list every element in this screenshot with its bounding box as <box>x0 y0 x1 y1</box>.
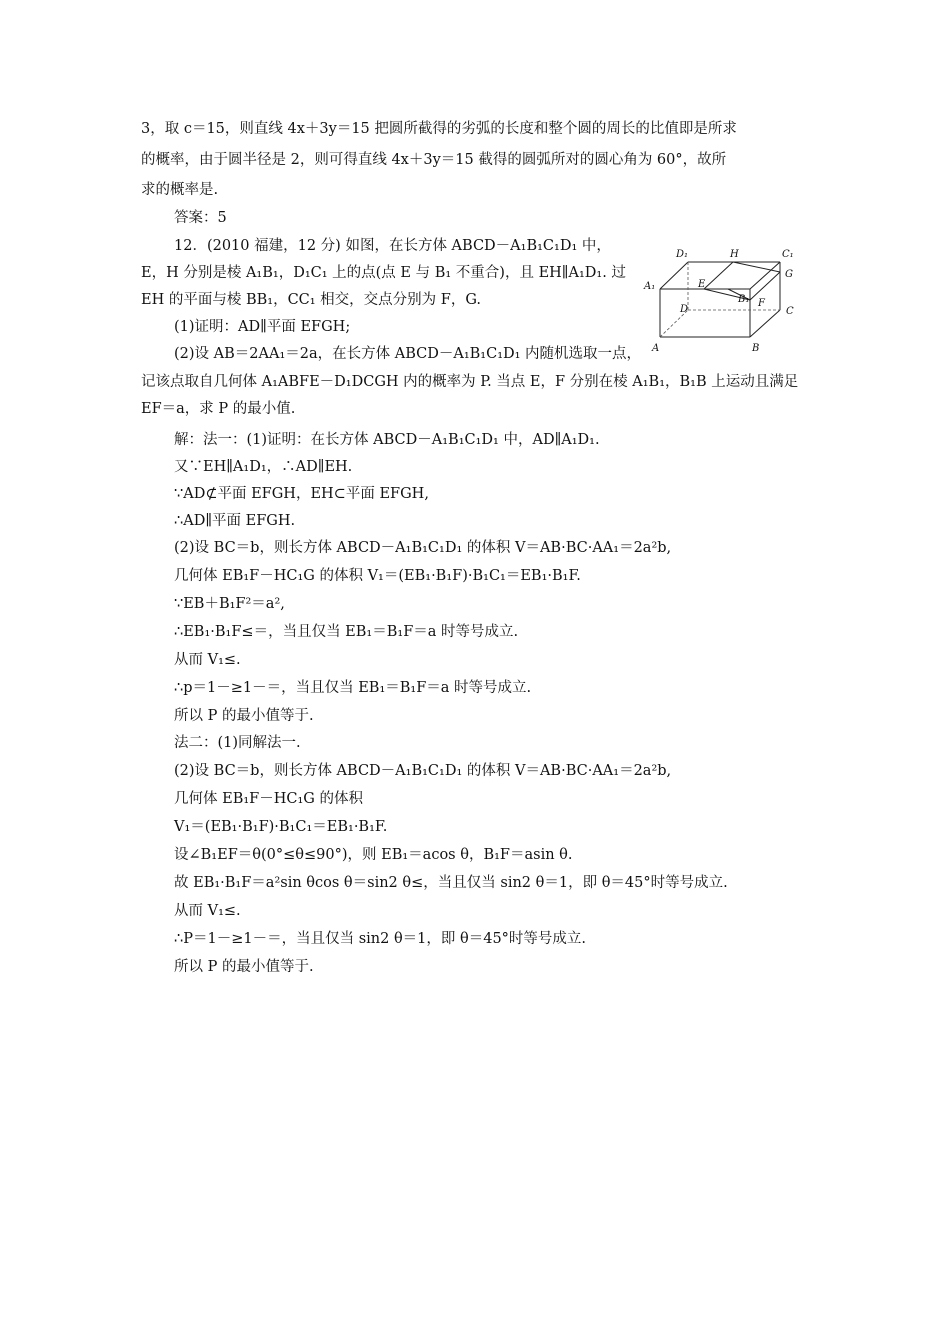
solution-line: ∴EB₁·B₁F≤＝，当且仅当 EB₁＝B₁F＝a 时等号成立. <box>174 624 519 640</box>
label-d: D <box>680 304 689 315</box>
solution-line: 法二：(1)同解法一. <box>174 735 301 751</box>
label-g: G <box>785 269 793 280</box>
answer-line: 答案：5 <box>174 210 227 226</box>
solution-line: 所以 P 的最小值等于. <box>174 959 314 975</box>
label-h: H <box>730 249 739 260</box>
label-a1: A₁ <box>644 281 656 292</box>
text-line: EF＝a，求 P 的最小值. <box>141 401 296 417</box>
solution-line: 设∠B₁EF＝θ(0°≤θ≤90°)，则 EB₁＝acos θ，B₁F＝asin θ. <box>174 847 573 863</box>
solution-line: 从而 V₁≤. <box>174 652 241 668</box>
label-b1: B₁ <box>738 294 750 305</box>
label-f: F <box>758 298 765 309</box>
solution-line: 几何体 EB₁F－HC₁G 的体积 V₁＝(EB₁·B₁F)·B₁C₁＝EB₁·B₁F. <box>174 568 581 584</box>
label-b: B <box>752 343 760 354</box>
label-a: A <box>652 343 660 354</box>
solution-line: (2)设 BC＝b，则长方体 ABCD－A₁B₁C₁D₁ 的体积 V＝AB·BC·AA₁＝2a²b, <box>174 763 672 779</box>
text-line: (1)证明：AD∥平面 EFGH; <box>174 319 351 335</box>
text-line: EH 的平面与棱 BB₁，CC₁ 相交，交点分别为 F，G. <box>141 292 482 308</box>
solution-line: 几何体 EB₁F－HC₁G 的体积 <box>174 791 363 807</box>
solution-line: ∴p＝1－≥1－＝，当且仅当 EB₁＝B₁F＝a 时等号成立. <box>174 680 532 696</box>
text-line: E，H 分别是棱 A₁B₁，D₁C₁ 上的点(点 E 与 B₁ 不重合)，且 EH∥A₁D₁. 过 <box>141 265 626 281</box>
solution-line: 所以 P 的最小值等于. <box>174 708 314 724</box>
label-c1: C₁ <box>782 249 794 260</box>
solution-line: 又∵EH∥A₁D₁，∴AD∥EH. <box>174 459 353 475</box>
solution-line: ∵AD⊄平面 EFGH，EH⊂平面 EFGH, <box>174 486 429 502</box>
text-line: 3，取 c＝15，则直线 4x＋3y＝15 把圆所截得的劣弧的长度和整个圆的周长的比值即是所求 <box>141 121 737 137</box>
text-line: 记该点取自几何体 A₁ABFE－D₁DCGH 内的概率为 P. 当点 E，F 分别在棱 A₁B₁，B₁B 上运动且满足 <box>141 374 799 390</box>
solution-line: 解：法一：(1)证明：在长方体 ABCD－A₁B₁C₁D₁ 中，AD∥A₁D₁. <box>174 432 600 448</box>
label-e: E <box>698 279 706 290</box>
solution-line: (2)设 BC＝b，则长方体 ABCD－A₁B₁C₁D₁ 的体积 V＝AB·BC·AA₁＝2a²b, <box>174 540 672 556</box>
solution-line: ∵EB＋B₁F²＝a², <box>174 596 285 612</box>
label-c: C <box>786 306 794 317</box>
text-line: 求的概率是. <box>141 182 219 198</box>
solution-line: ∴AD∥平面 EFGH. <box>174 513 296 529</box>
solution-line: 故 EB₁·B₁F＝a²sin θcos θ＝sin2 θ≤，当且仅当 sin2 θ＝1，即 θ＝45°时等号成立. <box>174 875 728 891</box>
solution-line: 从而 V₁≤. <box>174 903 241 919</box>
label-d1: D₁ <box>676 249 689 260</box>
cuboid-diagram <box>640 242 810 362</box>
cuboid-figure <box>640 242 810 362</box>
solution-line: ∴P＝1－≥1－＝，当且仅当 sin2 θ＝1，即 θ＝45°时等号成立. <box>174 931 587 947</box>
text-line: 的概率，由于圆半径是 2，则可得直线 4x＋3y＝15 截得的圆弧所对的圆心角为 60°，故所 <box>141 152 727 168</box>
problem-heading: 12．(2010 福建，12 分) 如图，在长方体 ABCD－A₁B₁C₁D₁ 中， <box>174 238 611 254</box>
solution-line: V₁＝(EB₁·B₁F)·B₁C₁＝EB₁·B₁F. <box>174 819 388 835</box>
text-line: (2)设 AB＝2AA₁＝2a，在长方体 ABCD－A₁B₁C₁D₁ 内随机选取一点， <box>174 346 642 362</box>
